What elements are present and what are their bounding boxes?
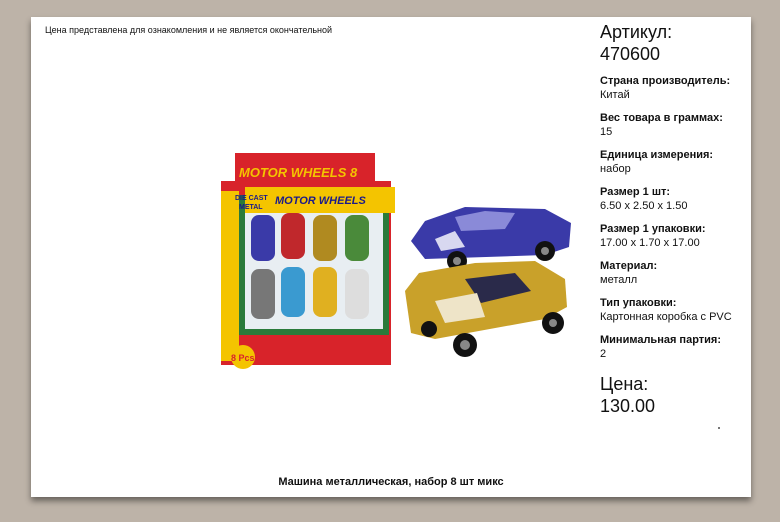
spec-label: Минимальная партия: — [600, 334, 721, 346]
spec-country — [600, 75, 750, 102]
spec-value: металл — [600, 274, 638, 286]
spec-label: Вес товара в граммах: — [600, 112, 723, 124]
metal-text: METAL — [239, 204, 263, 211]
spec-value: Китай — [600, 89, 630, 101]
blue-car — [411, 207, 571, 271]
spec-value: 2 — [600, 348, 607, 360]
spec-label: Размер 1 упаковки: — [600, 223, 706, 235]
spec-label: Материал: — [600, 260, 658, 272]
spec-weight — [600, 112, 750, 139]
article-label: Артикул: — [600, 22, 673, 42]
decorative-dot — [718, 427, 720, 429]
spec-value: 17.00 х 1.70 х 17.00 — [600, 237, 700, 249]
spec-package-size — [600, 223, 750, 250]
spec-value: 15 — [600, 126, 613, 138]
spec-min-order — [600, 334, 750, 361]
article-value: 470600 — [600, 44, 661, 64]
spec-value: 6.50 х 2.50 х 1.50 — [600, 200, 688, 212]
spec-label: Единица измерения: — [600, 149, 714, 161]
price-disclaimer: Цена представлена для ознакомления и не является окончательной — [45, 25, 333, 35]
box-brand-text: MOTOR WHEELS 8 — [239, 165, 358, 180]
pcs-text: 8 Pcs — [231, 353, 255, 363]
spec-label: Размер 1 шт: — [600, 186, 671, 198]
gold-car — [405, 261, 567, 357]
price-value: 130.00 — [600, 396, 656, 416]
specs-panel — [600, 21, 750, 417]
spec-value: Картонная коробка с PVC — [600, 311, 732, 323]
spec-value: набор — [600, 163, 631, 175]
product-card — [31, 17, 751, 497]
box-brand-text-2: MOTOR WHEELS — [275, 195, 366, 207]
price-block — [600, 373, 750, 417]
spec-material — [600, 260, 750, 287]
article-block — [600, 21, 750, 65]
price-label: Цена: — [600, 374, 649, 394]
box-side-stripe — [221, 191, 239, 361]
spec-label: Страна производитель: — [600, 75, 731, 87]
product-image — [215, 151, 575, 371]
diecast-text: DIE CAST — [235, 195, 268, 202]
spec-item-size — [600, 186, 750, 213]
product-title: Машина металлическая, набор 8 шт микс — [278, 476, 504, 488]
spec-package-type — [600, 297, 750, 324]
spec-label: Тип упаковки: — [600, 297, 677, 309]
spec-unit — [600, 149, 750, 176]
